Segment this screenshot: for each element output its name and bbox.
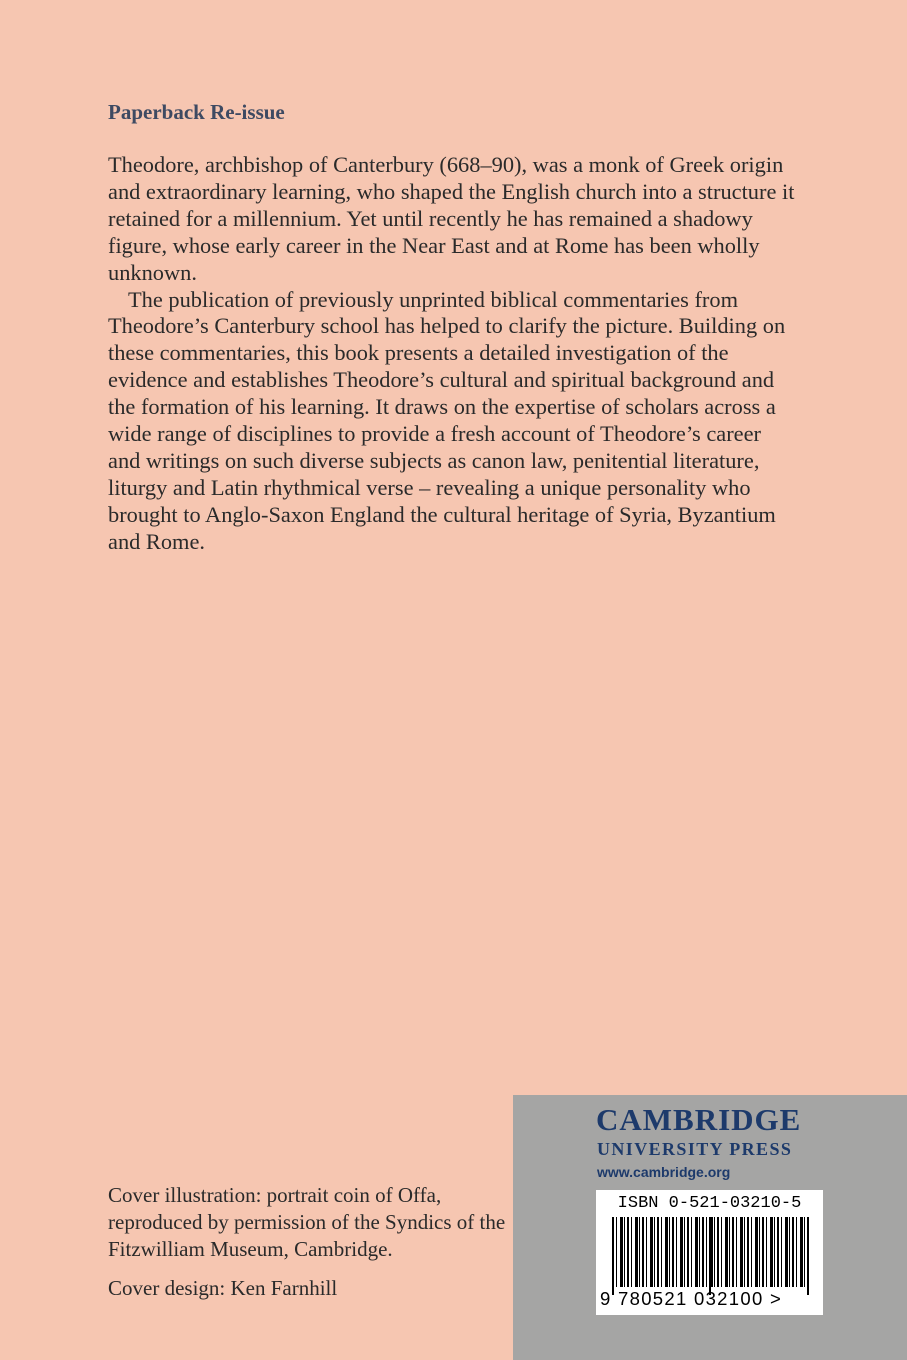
page-heading: Paperback Re-issue bbox=[108, 100, 285, 124]
isbn-label: ISBN 0-521-03210-5 bbox=[617, 1194, 802, 1213]
barcode-guard-left bbox=[612, 1217, 614, 1295]
blurb-paragraph: The publication of previously unprinted biblical commentaries from Theodore’s Canterbury school has helped to clarify the picture. Building on these commentaries, this book presents a detailed investigation of the evidence and establishes Theodore’s cultural and spiritual background and the formation of his learning. It draws on the expertise of scholars across a wide range of disciplines to provide a fresh account of Theodore’s career and writings on such diverse subjects as canon law, penitential literature, liturgy and Latin rhythmical verse – revealing a unique personality who brought to Anglo-Saxon England the cultural heritage of Syria, Byzantium and Rome. bbox=[108, 286, 786, 554]
barcode-guard-center bbox=[709, 1217, 711, 1295]
cover-illustration-credit: Cover illustration: portrait coin of Offa, reproduced by permission of the Syndics of the Fitzwilliam Museum, Cambridge. bbox=[108, 1183, 506, 1261]
blurb-paragraph: Theodore, archbishop of Canterbury (668–90), was a monk of Greek origin and extraordinary learning, who shaped the English church into a structure it retained for a millennium. Yet until recently he has remained a shadowy figure, whose early career in the Near East and at Rome has been wholly unknown. bbox=[108, 152, 795, 285]
blurb-text bbox=[108, 152, 798, 556]
ean-number: 9 780521 032100 > bbox=[600, 1288, 783, 1309]
barcode-box bbox=[596, 1190, 823, 1315]
barcode-guard-right bbox=[807, 1217, 809, 1295]
publisher-subname: UNIVERSITY PRESS bbox=[597, 1139, 793, 1159]
cover-design-credit: Cover design: Ken Farnhill bbox=[108, 1276, 338, 1301]
publisher-url: www.cambridge.org bbox=[597, 1164, 731, 1180]
publisher-name: CAMBRIDGE bbox=[596, 1102, 802, 1137]
cover-credits bbox=[108, 1182, 518, 1302]
